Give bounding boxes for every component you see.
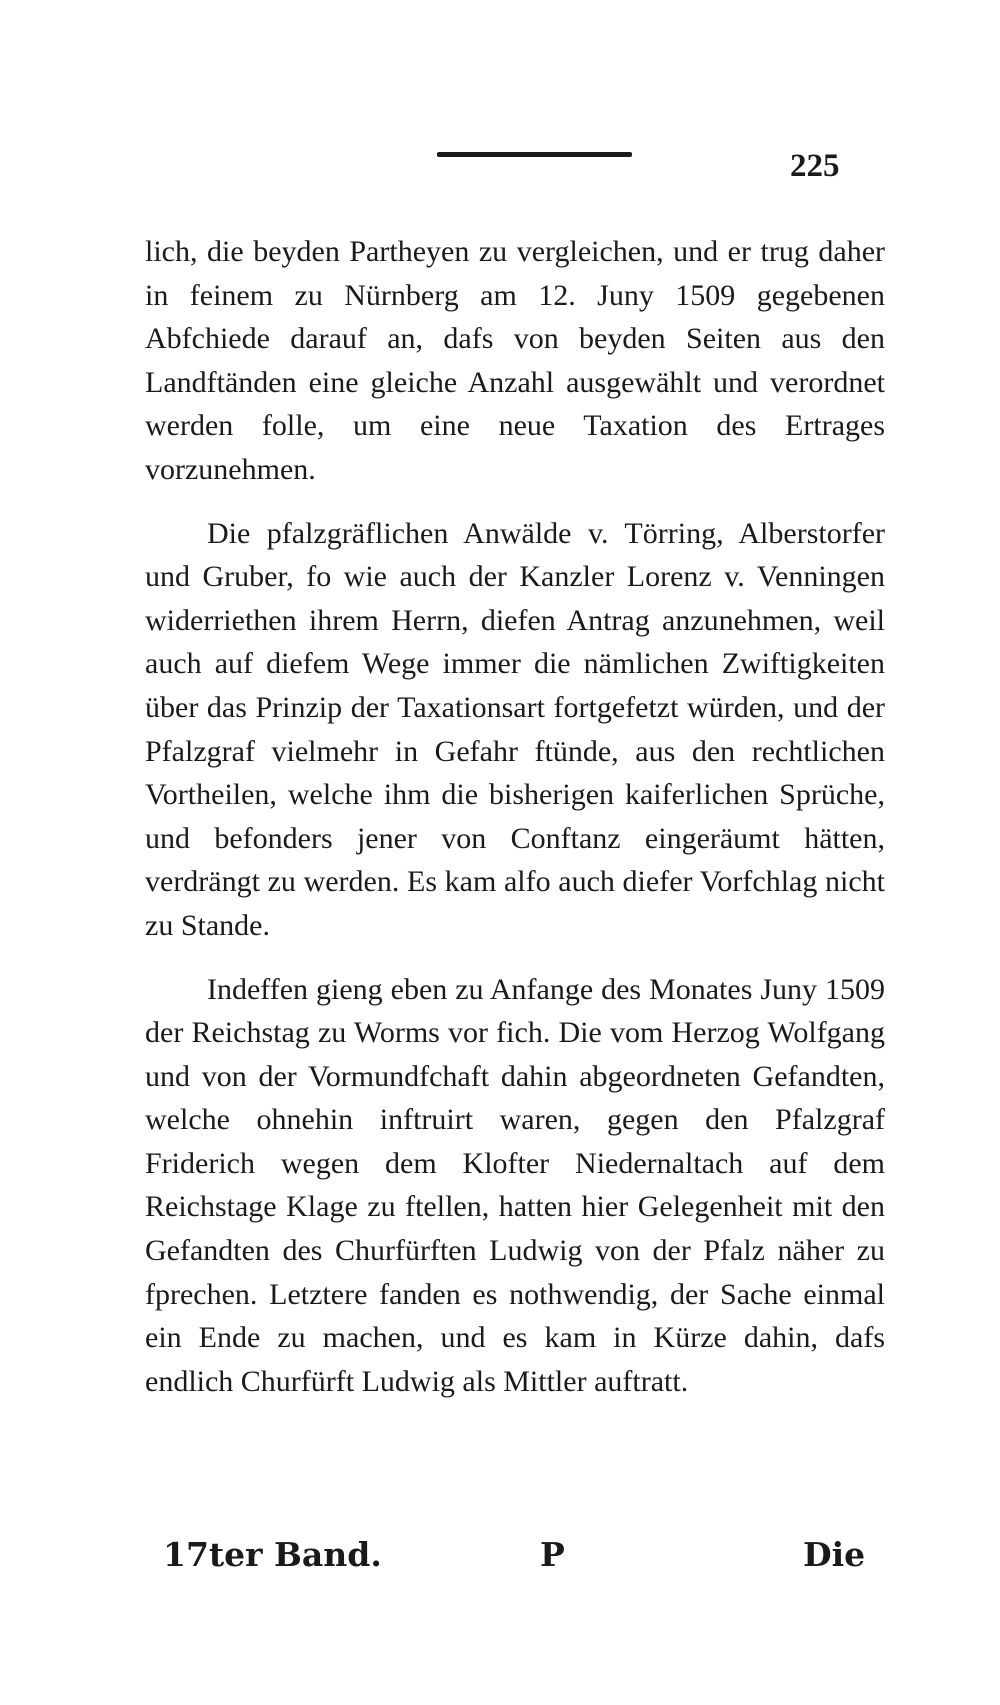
paragraph-2: Die pfalzgräflichen Anwälde v. Törring, Alberstorfer und Gruber, fo wie auch der Kanzler Lorenz v. Venningen widerriethen ihrem Herrn, diefen Antrag anzunehmen, weil auch auf diefem Wege immer die nämlichen Zwiftigkeiten über das Prinzip der Taxationsart fortgefetzt würden, und der Pfalzgraf vielmehr in Gefahr ftünde, aus den rechtlichen Vortheilen, welche ihm die bisherigen kaiferlichen Sprüche, und befonders jener von Conftanz eingeräumt hätten, verdrängt zu werden. Es kam alfo auch diefer Vorfchlag nicht zu Stande.: [145, 516, 885, 942]
header-rule: [437, 152, 632, 157]
page-footer: [0, 1535, 1000, 1585]
page-header: [0, 148, 1000, 188]
body-text: [145, 230, 885, 1403]
page-number: 225: [790, 148, 840, 184]
paragraph-1: lich, die beyden Partheyen zu vergleichen, und er trug daher in feinem zu Nürnberg am 12. Juny 1509 gegebenen Abfchiede darauf an, dafs von beyden Seiten aus den Landftänden eine gleiche Anzahl ausgewählt und verordnet werden folle, um eine neue Taxation des Ertrages vorzunehmen.: [145, 235, 885, 486]
sheet-signature-mark: P: [540, 1535, 565, 1574]
volume-signature: 17ter Band.: [163, 1535, 382, 1574]
paragraph-3: Indeffen gieng eben zu Anfange des Monates Juny 1509 der Reichstag zu Worms vor fich. Die vom Herzog Wolfgang und von der Vormundfchaft dahin abgeordneten Gefandten, welche ohnehin inftruirt waren, gegen den Pfalzgraf Friderich wegen dem Klofter Niedernaltach auf dem Reichstage Klage zu ftellen, hatten hier Gelegenheit mit den Gefandten des Churfürften Ludwig von der Pfalz näher zu fprechen. Letztere fanden es nothwendig, der Sache einmal ein Ende zu machen, und es kam in Kürze dahin, dafs endlich Churfürft Ludwig als Mittler auftratt.: [145, 972, 885, 1398]
catchword: Die: [803, 1535, 866, 1574]
